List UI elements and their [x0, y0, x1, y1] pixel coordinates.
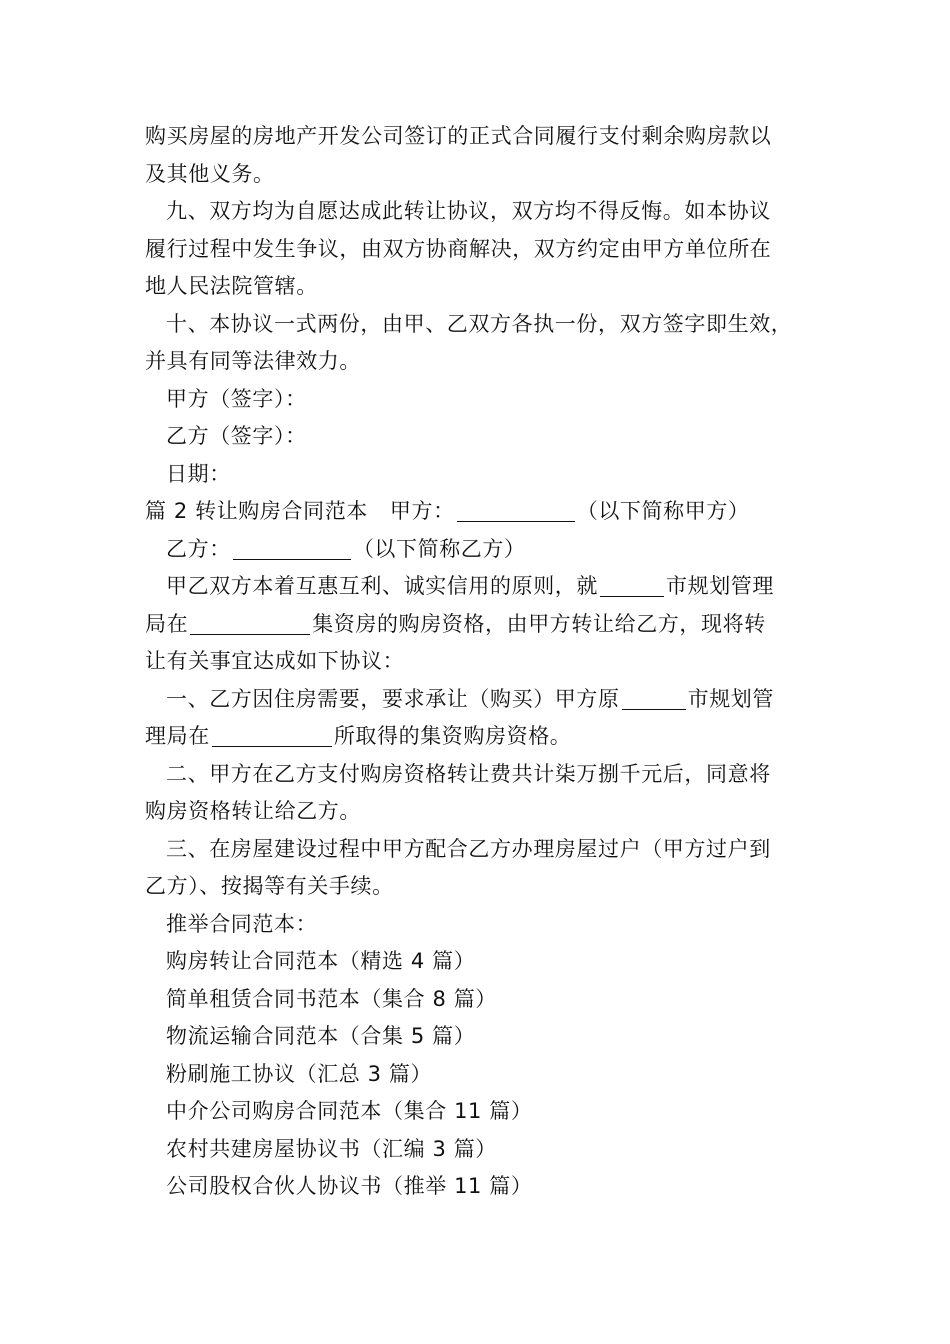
party-a-label: 甲方： — [389, 499, 455, 523]
paragraph-line: 履行过程中发生争议，由双方协商解决，双方约定由甲方单位所在 — [145, 236, 772, 261]
preamble-line — [145, 606, 825, 644]
recommendation-link[interactable]: 中介公司购房合同范本（集合 11 篇） — [166, 1099, 533, 1123]
paragraph-line: 购房资格转让给乙方。 — [145, 799, 361, 823]
clause-one-cont — [145, 718, 825, 756]
preamble-text: 市规划管理 — [666, 574, 774, 598]
recommendation-link[interactable]: 物流运输合同范本（合集 5 篇） — [166, 1024, 476, 1048]
clause-text: 一、乙方因住房需要，要求承让（购买）甲方原 — [166, 686, 620, 711]
recommendation-link[interactable]: 粉刷施工协议（汇总 3 篇） — [166, 1061, 433, 1086]
preamble-line — [145, 568, 825, 606]
recommendation-link[interactable]: 公司股权合伙人协议书（推举 11 篇） — [166, 1174, 533, 1198]
party-a-blank — [457, 499, 575, 522]
location-blank — [190, 612, 310, 635]
clause-three: 三、在房屋建设过程中甲方配合乙方办理房屋过户（甲方过户到 — [166, 836, 771, 861]
paragraph-line: 并具有同等法律效力。 — [145, 349, 361, 373]
recommendations-heading: 推举合同范本： — [166, 911, 318, 936]
party-b-abbrev: （以下简称乙方） — [352, 536, 526, 561]
clause-ten: 十、本协议一式两份，由甲、乙双方各执一份，双方签字即生效， — [166, 311, 793, 336]
clause-text: 理局在 — [145, 724, 210, 748]
city-blank — [600, 574, 664, 597]
section-title: 篇 2 转让购房合同范本 — [145, 499, 368, 523]
document-body — [145, 118, 825, 1206]
preamble-text: 集资房的购房资格，由甲方转让给乙方，现将转 — [312, 611, 766, 636]
recommendation-link[interactable]: 购房转让合同范本（精选 4 篇） — [166, 949, 476, 973]
party-a-abbrev: （以下简称甲方） — [576, 499, 750, 523]
city-blank — [622, 687, 686, 710]
clause-nine: 九、双方均为自愿达成此转让协议，双方均不得反悔。如本协议 — [166, 199, 771, 223]
recommendation-link[interactable]: 简单租赁合同书范本（集合 8 篇） — [166, 986, 497, 1011]
clause-two: 二、甲方在乙方支付购房资格转让费共计柒万捌千元后，同意将 — [166, 761, 771, 786]
clause-text: 市规划管 — [687, 686, 775, 711]
preamble-text: 甲乙双方本着互惠互利、诚实信用的原则，就 — [166, 574, 598, 598]
party-b-signature: 乙方（签字）： — [166, 424, 307, 448]
party-b-line — [145, 531, 825, 569]
paragraph-line: 购买房屋的房地产开发公司签订的正式合同履行支付剩余购房款以 — [145, 124, 772, 148]
paragraph-line: 及其他义务。 — [145, 161, 275, 186]
paragraph-line: 让有关事宜达成如下协议： — [145, 649, 405, 673]
clause-text: 所取得的集资购房资格。 — [333, 724, 572, 748]
paragraph-line: 乙方）、按揭等有关手续。 — [145, 874, 394, 898]
clause-one — [145, 681, 825, 719]
section-heading-line — [145, 493, 825, 531]
recommendation-link[interactable]: 农村共建房屋协议书（汇编 3 篇） — [166, 1136, 497, 1161]
party-b-label: 乙方： — [166, 536, 231, 561]
date-line: 日期： — [166, 461, 231, 486]
party-b-blank — [233, 537, 351, 560]
location-blank — [212, 724, 332, 747]
party-a-signature: 甲方（签字）： — [166, 386, 307, 411]
paragraph-line: 地人民法院管辖。 — [145, 274, 318, 298]
preamble-text: 局在 — [145, 611, 189, 636]
